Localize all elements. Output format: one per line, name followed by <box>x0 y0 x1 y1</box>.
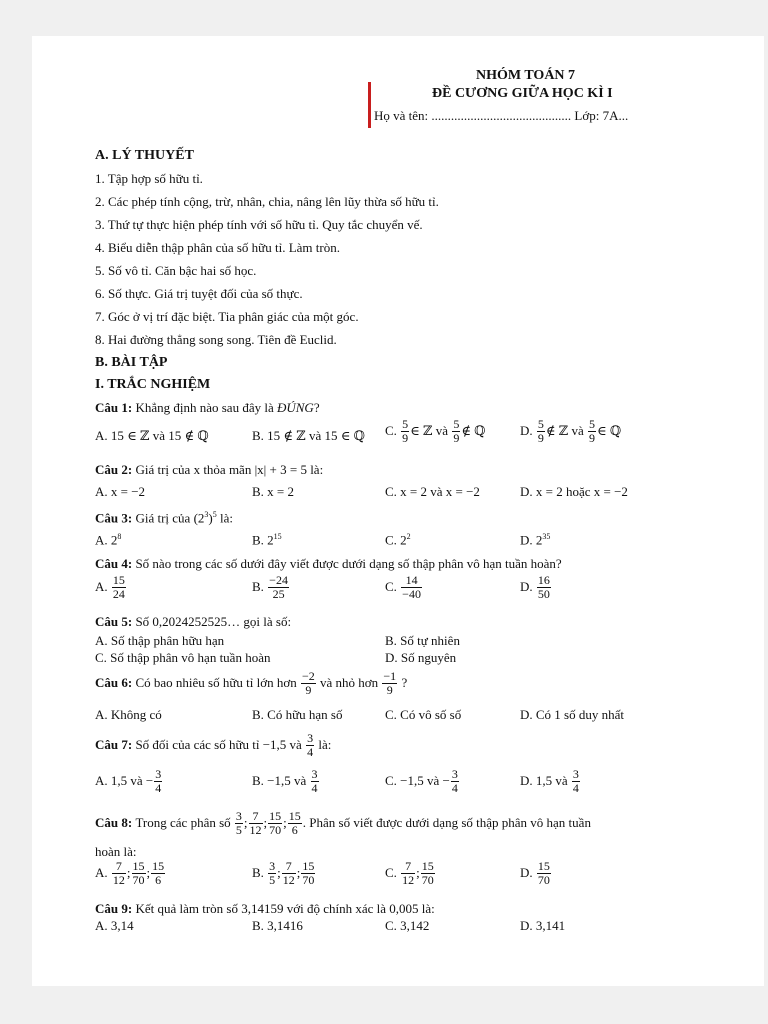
q8-option-a: A. 7 12 ; 15 70 ; 15 6 <box>95 859 165 887</box>
q5-option-d: D. Số nguyên <box>385 650 457 665</box>
question-1: Câu 1: Khẳng định nào sau đây là ĐÚNG? <box>95 400 320 415</box>
q7-option-a: A. 1,5 và − $\frac{3}{4}$ <box>95 767 162 795</box>
q8-option-b: B. 3 5 ; 7 12 ; 15 70 <box>252 859 315 887</box>
q6-option-c: C. Có vô số số <box>385 707 462 722</box>
q4-option-a: A. 15 24 <box>95 573 125 601</box>
q6-option-b: B. Có hữu hạn số <box>252 707 343 722</box>
q3-option-a: A. $2^8$ <box>95 532 122 548</box>
exercises-heading: B. BÀI TẬP <box>95 355 168 370</box>
q9-option-b: B. 3,1416 <box>252 918 303 933</box>
q4-option-b: B. −24 25 <box>252 573 288 601</box>
q2-option-d: D. x = 2 hoặc x = −2 <box>520 484 628 499</box>
question-5: Câu 5: Số 0,2024252525… gọi là số: <box>95 614 292 629</box>
question-8-cont: hoàn là: <box>95 844 137 859</box>
q6-option-d: D. Có 1 số duy nhất <box>520 707 624 722</box>
question-4: Câu 4: Số nào trong các số dưới đây viết được dưới dạng số thập phân vô hạn tuần hoàn? <box>95 556 562 571</box>
q1-option-d: D. 5 9 ∉ ℤ và 5 9 ∈ ℚ <box>520 417 622 445</box>
q9-option-a: A. 3,14 <box>95 918 134 933</box>
theory-item: 6. Số thực. Giá trị tuyệt đối của số thực. <box>95 286 303 301</box>
q4-option-c: C. 14 −40 <box>385 573 421 601</box>
q3-option-d: D. $2^{35}$ <box>520 532 551 548</box>
q1-option-c: C. 5 9 ∈ ℤ và 5 9 ∉ ℚ <box>385 417 486 445</box>
q8-option-d: D. 15 70 <box>520 859 550 887</box>
q7-option-b: B. −1,5 và 3 4 <box>252 767 318 795</box>
q4-option-d: D. 16 50 <box>520 573 550 601</box>
question-3: Câu 3: Giá trị của $(2^3)^5$ là: <box>95 510 234 526</box>
multiple-choice-heading: I. TRẮC NGHIỆM <box>95 377 211 392</box>
name-class-line: Họ và tên: ........................................... Lớp: 7A... <box>374 108 629 123</box>
q9-option-d: D. 3,141 <box>520 918 566 933</box>
q2-option-c: C. x = 2 và x = −2 <box>385 484 480 499</box>
q8-option-c: C. 7 12 ; 15 70 <box>385 859 434 887</box>
theory-heading: A. LÝ THUYẾT <box>95 148 194 163</box>
theory-item: 8. Hai đường thẳng song song. Tiên đề Euclid. <box>95 332 337 347</box>
q7-option-c: C. −1,5 và − $\frac{3}{4}$ <box>385 767 458 795</box>
header-group: NHÓM TOÁN 7 <box>476 68 576 83</box>
q7-option-d: D. 1,5 và 3 4 <box>520 767 579 795</box>
q2-option-b: B. x = 2 <box>252 484 295 499</box>
theory-item: 7. Góc ở vị trí đặc biệt. Tia phân giác của một góc. <box>95 309 359 324</box>
red-margin-line <box>368 82 371 128</box>
q3-option-c: C. $2^2$ <box>385 532 411 548</box>
q5-option-c: C. Số thập phân vô hạn tuần hoàn <box>95 650 271 665</box>
header-title: ĐỀ CƯƠNG GIỮA HỌC KÌ I <box>432 86 613 101</box>
theory-item: 3. Thứ tự thực hiện phép tính với số hữu tỉ. Quy tắc chuyển vế. <box>95 217 423 232</box>
q1-option-b: B. 15 ∉ ℤ và 15 ∈ ℚ <box>252 428 366 443</box>
question-7: Câu 7: Số đối của các số hữu tỉ −1,5 và 3 4 là: <box>95 731 332 759</box>
theory-item: 1. Tập hợp số hữu tỉ. <box>95 171 203 186</box>
question-6: Câu 6: Có bao nhiêu số hữu tỉ lớn hơn −2 9 và nhỏ hơn −1 9 ? <box>95 669 408 697</box>
q9-option-c: C. 3,142 <box>385 918 430 933</box>
theory-item: 5. Số vô tỉ. Căn bậc hai số học. <box>95 263 257 278</box>
question-8: Câu 8: Trong các phân số 3 5 ; 7 12 ; 15 70 ; 15 6 . Phân số viết được dưới dạng số thập phân vô hạn tuần <box>95 809 591 837</box>
q6-option-a: A. Không có <box>95 707 162 722</box>
question-2: Câu 2: Giá trị của x thỏa mãn |x| + 3 = 5 là: <box>95 462 324 477</box>
q3-option-b: B. $2^{15}$ <box>252 532 282 548</box>
q2-option-a: A. x = −2 <box>95 484 146 499</box>
q1-option-a: A. 15 ∈ ℤ và 15 ∉ ℚ <box>95 428 209 443</box>
theory-item: 4. Biểu diễn thập phân của số hữu tỉ. Làm tròn. <box>95 240 340 255</box>
q5-option-a: A. Số thập phân hữu hạn <box>95 633 225 648</box>
theory-item: 2. Các phép tính cộng, trừ, nhân, chia, nâng lên lũy thừa số hữu tỉ. <box>95 194 439 209</box>
q5-option-b: B. Số tự nhiên <box>385 633 460 648</box>
question-9: Câu 9: Kết quả làm tròn số 3,14159 với độ chính xác là 0,005 là: <box>95 901 435 916</box>
